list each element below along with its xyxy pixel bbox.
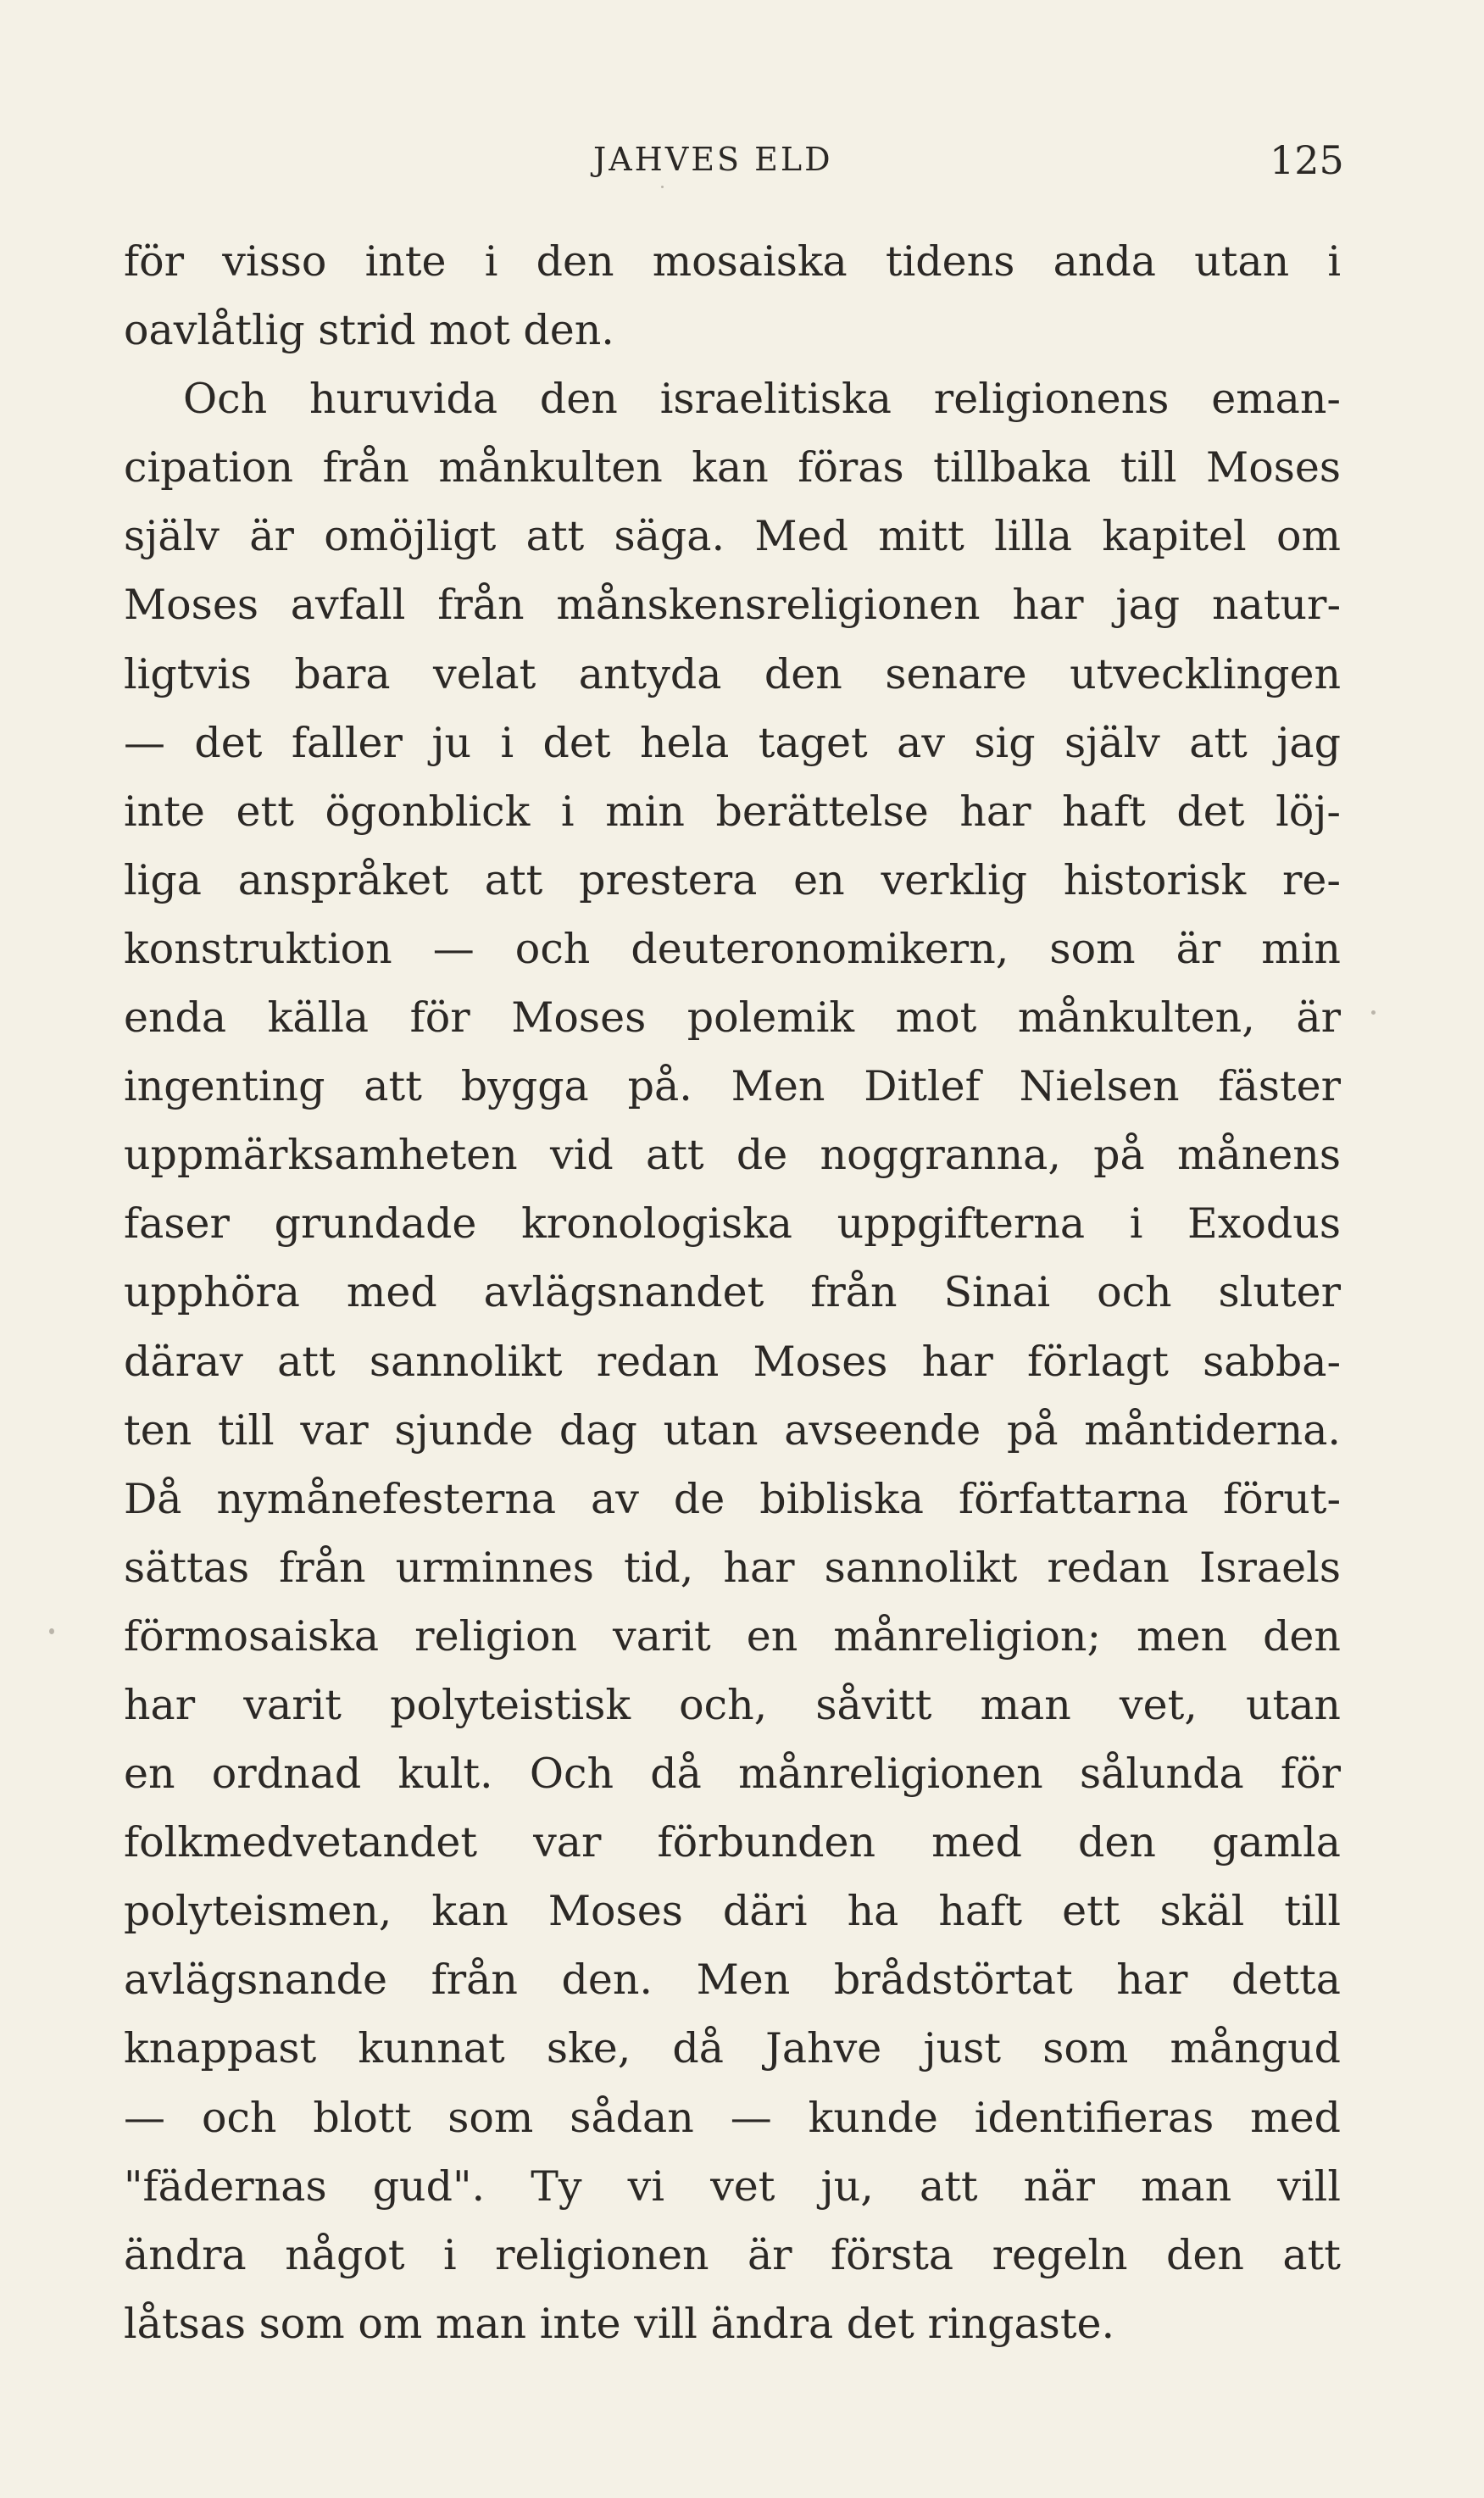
paper-speck <box>1371 1010 1376 1015</box>
running-head <box>0 137 1484 192</box>
text-line: "fädernas gud". Ty vi vet ju, att när man vill <box>124 2161 1341 2211</box>
body-text <box>124 227 1341 2358</box>
text-line: för visso inte i den mosaiska tidens anda utan i <box>124 237 1341 286</box>
text-line: konstruktion — och deuteronomikern, som är min <box>124 924 1341 973</box>
text-line: inte ett ögonblick i min berättelse har haft det löj- <box>124 787 1341 836</box>
text-line: ingenting att bygga på. Men Ditlef Nielsen fäster <box>124 1062 1341 1111</box>
text-line: faser grundade kronologiska uppgifterna i Exodus <box>124 1199 1341 1249</box>
text-line: liga anspråket att prestera en verklig historisk re- <box>124 855 1341 904</box>
text-line: avlägsnande från den. Men brådstörtat har detta <box>124 1956 1341 2005</box>
text-line: cipation från månkulten kan föras tillbaka till Moses <box>124 443 1341 492</box>
text-line: — det faller ju i det hela taget av sig själv att jag <box>124 718 1341 767</box>
text-line: låtsas som om man inte vill ändra det ringaste. <box>124 2299 1115 2348</box>
text-line: sättas från urminnes tid, har sannolikt redan Israels <box>124 1543 1341 1592</box>
text-line: upphöra med avlägsnandet från Sinai och sluter <box>124 1268 1341 1317</box>
text-line: enda källa för Moses polemik mot månkulten, är <box>124 993 1341 1043</box>
text-line: Moses avfall från månskensreligionen har jag natur- <box>124 581 1341 630</box>
running-title: JAHVES ELD <box>593 141 833 178</box>
text-line: ändra något i religionen är första regeln den att <box>124 2230 1341 2279</box>
text-line: polyteismen, kan Moses däri ha haft ett skäl till <box>124 1887 1341 1936</box>
text-line: oavlåtlig strid mot den. <box>124 306 614 355</box>
text-line: ten till var sjunde dag utan avseende på måntiderna. <box>124 1405 1341 1455</box>
text-line: en ordnad kult. Och då månreligionen sålunda för <box>124 1750 1341 1799</box>
text-line: själv är omöjligt att säga. Med mitt lilla kapitel om <box>124 512 1341 561</box>
paper-speck <box>661 186 664 188</box>
text-line: Då nymånefesterna av de bibliska författarna förut- <box>124 1474 1341 1523</box>
text-line: förmosaiska religion varit en månreligion; men den <box>124 1611 1341 1661</box>
text-line: har varit polyteistisk och, såvitt man vet, utan <box>124 1680 1341 1729</box>
text-line: uppmärksamheten vid att de noggranna, på månens <box>124 1131 1341 1180</box>
page-number: 125 <box>1270 137 1344 183</box>
text-line: Och huruvida den israelitiska religionens eman- <box>183 375 1341 424</box>
text-line: ligtvis bara velat antyda den senare utvecklingen <box>124 649 1341 698</box>
text-line: knappast kunnat ske, då Jahve just som mångud <box>124 2024 1341 2073</box>
text-line: — och blott som sådan — kunde identifieras med <box>124 2093 1341 2142</box>
text-line: folkmedvetandet var förbunden med den gamla <box>124 1818 1341 1867</box>
text-line: därav att sannolikt redan Moses har förlagt sabba- <box>124 1337 1341 1386</box>
paper-speck <box>49 1628 54 1634</box>
